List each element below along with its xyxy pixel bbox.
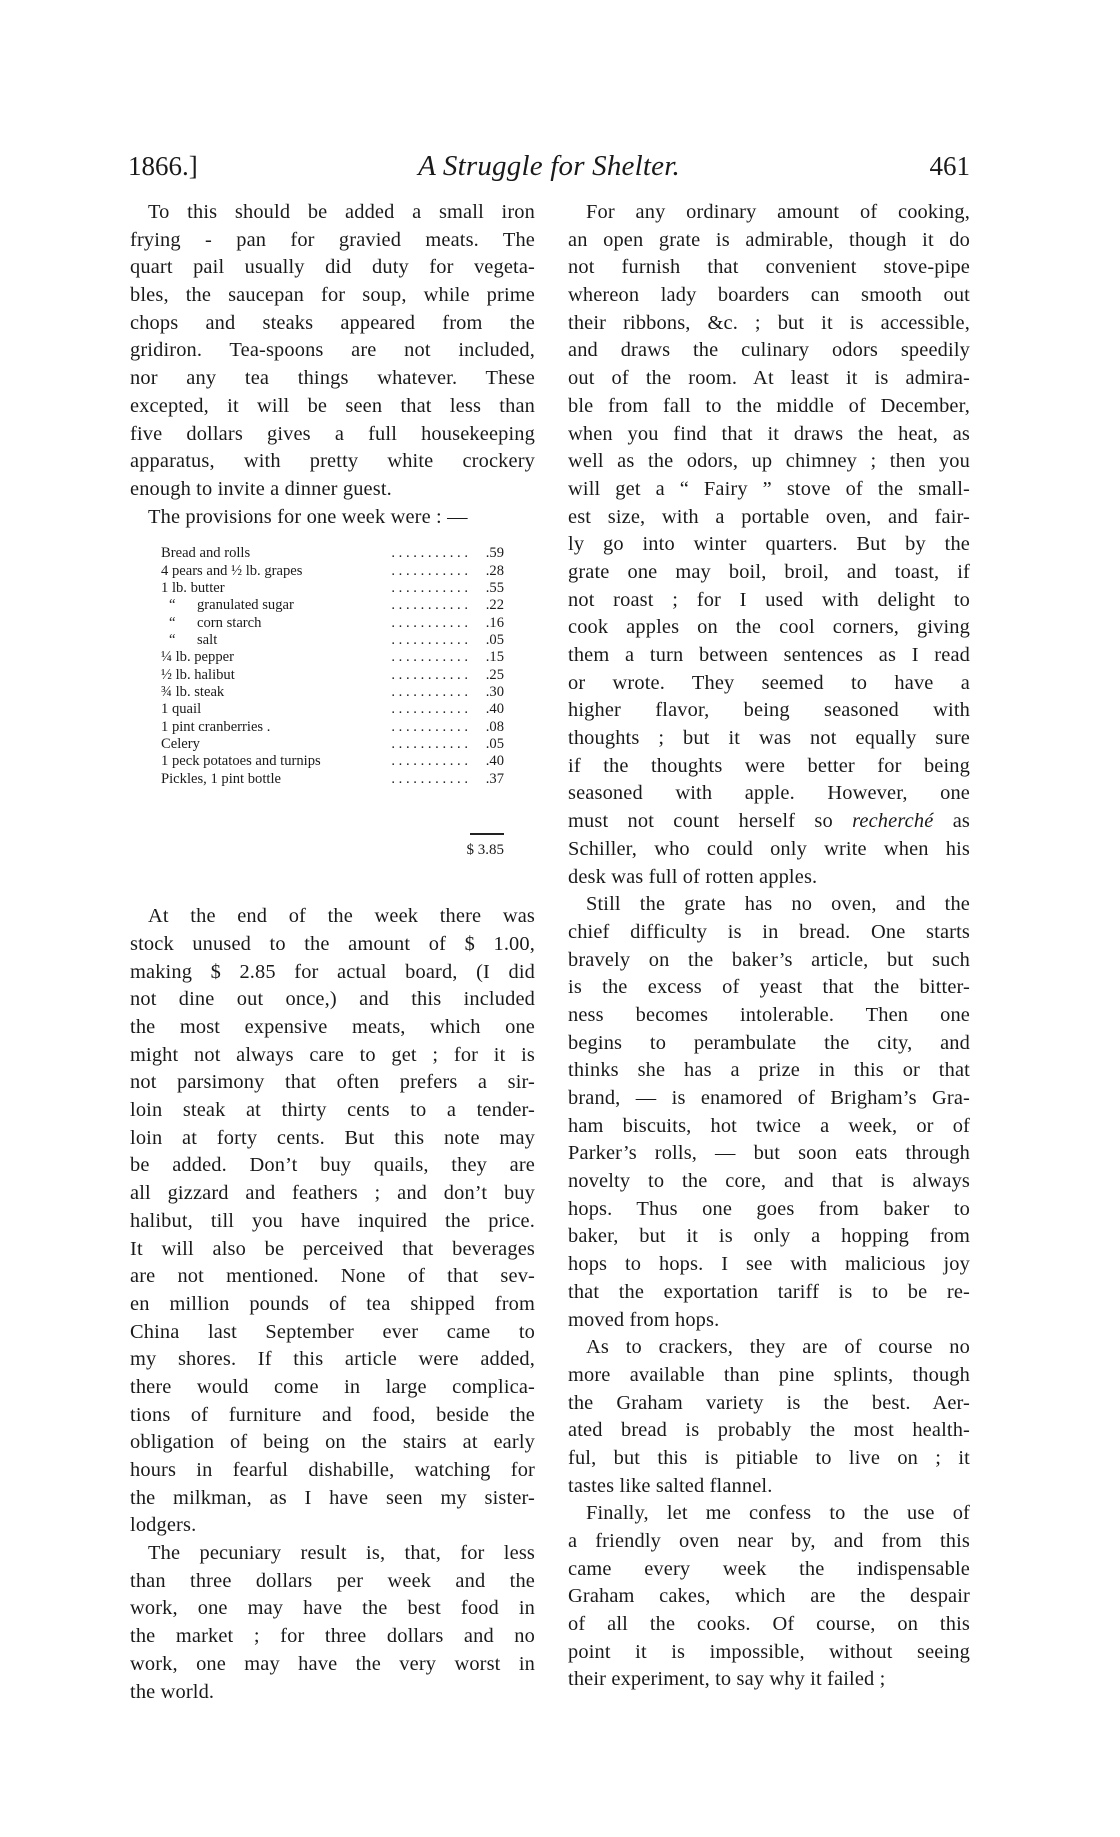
text-line: the most expensive meats, which one: [130, 1016, 535, 1038]
text-line: if the thoughts were better for being: [568, 754, 970, 777]
text-line: and draws the culinary odors speedily: [568, 339, 970, 362]
text-line: higher flavor, being seasoned with: [568, 699, 970, 722]
provision-label: ¼ lb. pepper: [161, 649, 234, 666]
running-head-year: 1866.]: [128, 151, 198, 181]
text-line: Parker’s rolls, — but soon eats through: [568, 1142, 970, 1165]
text-line: hours in fearful dishabille, watching for: [130, 1459, 535, 1481]
running-head-title: A Struggle for Shelter.: [418, 150, 680, 182]
text-line: As to crackers, they are of course no: [586, 1336, 970, 1359]
provision-item: [161, 701, 205, 718]
leader-dots: . . . . . . . . . . .: [391, 562, 468, 579]
provision-row: [161, 736, 504, 753]
provision-label: 1 lb. butter: [161, 579, 225, 596]
provision-label: corn starch: [197, 614, 262, 631]
paragraph-open-grate: [568, 199, 970, 891]
text-line: thinks she has a prize in this or that: [568, 1059, 970, 1082]
text-line: ness becomes intolerable. Then one: [568, 1003, 970, 1026]
text-line: are not mentioned. None of that sev-: [130, 1265, 535, 1288]
provision-label: Bread and rolls: [161, 545, 251, 562]
provision-price: .59: [485, 545, 504, 562]
text-line: than three dollars per week and the: [130, 1569, 535, 1592]
text-line: Still the grate has no oven, and the: [586, 893, 970, 916]
text-line: tastes like salted flannel.: [568, 1474, 773, 1497]
text-line: ful, but this is pitiable to live on ; it: [568, 1446, 970, 1469]
text-line: more available than pine splints, though: [568, 1363, 970, 1386]
text-line: their experiment, to say why it failed ;: [568, 1668, 886, 1691]
provision-row: [161, 632, 504, 649]
text-line: enough to invite a dinner guest.: [130, 477, 392, 500]
leader-dots: . . . . . . . . . . .: [391, 718, 468, 735]
text-line: might not always care to get ; for it is: [130, 1043, 535, 1066]
text-line: baker, but it is only a hopping from: [568, 1225, 970, 1248]
provision-price: .05: [485, 631, 504, 648]
provision-price: .28: [485, 562, 504, 579]
text-line: the milkman, as I have seen my sister-: [130, 1486, 535, 1509]
provision-row: [161, 580, 504, 597]
provision-label: salt: [197, 631, 218, 648]
leader-dots: . . . . . . . . . . .: [391, 684, 468, 700]
paragraph-pecuniary-result: [130, 1540, 535, 1706]
provision-price: .40: [485, 753, 504, 770]
text-line: brand, — is enamored of Brigham’s Gra-: [568, 1087, 970, 1109]
provision-item: [161, 580, 229, 597]
leader-dots: . . . . . . . . . . .: [391, 649, 468, 666]
text-line: not furnish that convenient stove-pipe: [568, 256, 970, 279]
provision-item: [169, 632, 221, 649]
provision-row: [161, 753, 504, 770]
text-line: hops to hops. I see with malicious joy: [568, 1253, 970, 1276]
text-line: an open grate is admirable, though it do: [568, 228, 970, 251]
text-line: [568, 808, 970, 836]
leader-dots: . . . . . . . . . . .: [391, 666, 468, 683]
provisions-list: [130, 533, 535, 903]
page-number: 461: [929, 151, 970, 181]
text-line: lodgers.: [130, 1514, 197, 1537]
leader-dots: . . . . . . . . . . .: [391, 701, 468, 718]
paragraph-bread: [568, 891, 970, 1334]
text-line: that the exportation tariff is to be re-: [568, 1280, 970, 1303]
text-line: the market ; for three dollars and no: [130, 1625, 535, 1648]
provision-row: [161, 615, 504, 632]
text-line: quart pail usually did duty for vegeta-: [130, 256, 535, 279]
provision-item: [161, 667, 239, 684]
provision-label: Celery: [161, 736, 200, 753]
provision-row: [161, 545, 504, 562]
text-line: not roast ; for I used with delight to: [568, 588, 970, 611]
leader-dots: . . . . . . . . . . .: [391, 597, 468, 614]
text-line: grate one may boil, broil, and toast, if: [568, 560, 970, 583]
text-line: them a turn between sentences as I read: [568, 644, 970, 666]
text-line: At the end of the week there was: [148, 905, 535, 928]
provision-label: ¾ lb. steak: [161, 684, 225, 700]
text-line: apparatus, with pretty white crockery: [130, 450, 535, 473]
text-line: hops. Thus one goes from baker to: [568, 1197, 970, 1220]
provision-row: [161, 649, 504, 666]
provision-price: .55: [485, 579, 504, 596]
leader-dots: . . . . . . . . . . .: [391, 545, 468, 562]
running-head: [128, 146, 970, 186]
text-line: thoughts ; but it was not equally sure: [568, 727, 970, 750]
text-line: obligation of being on the stairs at early: [130, 1431, 535, 1454]
text-line: point it is impossible, without seeing: [568, 1640, 970, 1663]
text-line: the world.: [130, 1680, 215, 1703]
text-line: The pecuniary result is, that, for less: [148, 1542, 535, 1565]
text-line: the Graham variety is the best. Aer-: [568, 1391, 970, 1414]
text-line: of all the cooks. Of course, on this: [568, 1613, 970, 1636]
text-line: chops and steaks appeared from the: [130, 311, 535, 334]
text-line: be added. Don’t buy quails, they are: [130, 1154, 535, 1177]
provision-item: [161, 545, 254, 562]
provision-item: [161, 753, 325, 770]
provision-row: [161, 667, 504, 684]
provision-item: [161, 736, 204, 753]
paragraph-week-end: [130, 903, 535, 1540]
text-line: ly go into winter quarters. But by the: [568, 533, 970, 556]
provision-label: 1 peck potatoes and turnips: [161, 753, 321, 770]
leader-dots: . . . . . . . . . . .: [391, 753, 468, 770]
text-line: ated bread is probably the most health-: [568, 1419, 970, 1442]
ditto-mark: “: [169, 631, 176, 648]
ditto-mark: “: [169, 614, 176, 631]
text-segment: as: [933, 810, 970, 833]
text-line: halibut, till you have inquired the price.: [130, 1209, 535, 1232]
leader-dots: . . . . . . . . . . .: [391, 631, 468, 648]
text-line: gridiron. Tea-spoons are not included,: [130, 339, 535, 362]
provision-item: [169, 597, 298, 614]
text-line: begins to perambulate the city, and: [568, 1031, 970, 1054]
italic-term: recherché: [852, 810, 934, 833]
text-line: work, one may have the best food in: [130, 1597, 535, 1620]
provision-row: [161, 597, 504, 614]
text-line: frying - pan for gravied meats. The: [130, 228, 535, 251]
provision-price: .08: [485, 718, 504, 735]
text-line: nor any tea things whatever. These: [130, 367, 535, 390]
provision-row: [161, 684, 504, 701]
text-line: excepted, it will be seen that less than: [130, 394, 535, 417]
text-line: a friendly oven near by, and from this: [568, 1530, 970, 1552]
leader-dots: . . . . . . . . . . .: [391, 770, 468, 787]
provision-price: .15: [485, 649, 504, 666]
ditto-mark: “: [169, 597, 176, 614]
text-line: desk was full of rotten apples.: [568, 865, 818, 888]
paragraph-friendly-oven: [568, 1500, 970, 1694]
provision-label: 1 pint cranberries .: [161, 718, 271, 735]
provision-price: .37: [485, 770, 504, 787]
right-column: [568, 199, 970, 1694]
provision-row: [161, 563, 504, 580]
text-line: out of the room. At least it is admira-: [568, 367, 970, 390]
provision-price: .05: [485, 736, 504, 753]
paragraph-crackers: [568, 1334, 970, 1500]
text-segment: must not count herself so: [568, 810, 853, 833]
text-line: novelty to the core, and that is always: [568, 1170, 970, 1193]
text-line: loin steak at thirty cents to a tender-: [130, 1099, 535, 1122]
leader-dots: . . . . . . . . . . .: [391, 579, 468, 596]
text-line: will get a “ Fairy ” stove of the small-: [568, 477, 970, 500]
text-line: stock unused to the amount of $ 1.00,: [130, 932, 535, 955]
text-line: seasoned with apple. However, one: [568, 782, 970, 805]
text-line: moved from hops.: [568, 1308, 720, 1331]
provision-item: [169, 615, 265, 632]
text-line: well as the odors, up chimney ; then you: [568, 450, 970, 473]
provisions-table: [161, 545, 504, 859]
text-line: work, one may have the very worst in: [130, 1652, 535, 1675]
provision-label: granulated sugar: [197, 597, 294, 614]
paragraph-equipment: [130, 199, 535, 504]
text-line: cook apples on the cool corners, giving: [568, 616, 970, 639]
text-line: loin at forty cents. But this note may: [130, 1126, 535, 1149]
text-line: en million pounds of tea shipped from: [130, 1292, 535, 1315]
provision-item: [161, 771, 285, 788]
text-line: whereon lady boarders can smooth out: [568, 284, 970, 307]
provision-label: Pickles, 1 pint bottle: [161, 770, 281, 787]
provision-row: [161, 771, 504, 788]
text-line: bravely on the baker’s article, but such: [568, 948, 970, 971]
text-line: For any ordinary amount of cooking,: [586, 201, 970, 223]
leader-dots: . . . . . . . . . . .: [391, 736, 468, 753]
text-line: came every week the indispensable: [568, 1557, 970, 1580]
text-line: China last September ever came to: [130, 1320, 535, 1343]
provision-price: .40: [485, 701, 504, 718]
provision-row: [161, 701, 504, 718]
provision-row: [161, 719, 504, 736]
provision-item: [161, 649, 238, 666]
provision-price: .30: [485, 684, 504, 700]
text-line: all gizzard and feathers ; and don’t buy: [130, 1182, 535, 1205]
provision-label: 4 pears and ½ lb. grapes: [161, 562, 303, 579]
text-line: tions of furniture and food, beside the: [130, 1403, 535, 1426]
text-line: is the excess of yeast that the bitter-: [568, 976, 970, 999]
leader-dots: . . . . . . . . . . .: [391, 614, 468, 631]
provision-label: ½ lb. halibut: [161, 666, 235, 683]
text-line: ble from fall to the middle of December,: [568, 394, 970, 417]
provisions-total: $ 3.85: [466, 842, 504, 859]
provision-item: [161, 563, 306, 580]
text-line: Schiller, who could only write when his: [568, 837, 970, 860]
text-line: my shores. If this article were added,: [130, 1348, 535, 1371]
paragraph-provisions-intro: [130, 504, 535, 532]
provision-item: [161, 684, 228, 701]
text-line: Graham cakes, which are the despair: [568, 1585, 970, 1608]
text-line: not dine out once,) and this included: [130, 988, 535, 1011]
text-line: five dollars gives a full housekeeping: [130, 422, 535, 445]
text-line: Finally, let me confess to the use of: [586, 1502, 970, 1525]
text-line: chief difficulty is in bread. One starts: [568, 920, 970, 943]
text-line: est size, with a portable oven, and fair-: [568, 505, 970, 528]
text-line: The provisions for one week were : —: [148, 505, 468, 528]
text-line: bles, the saucepan for soup, while prime: [130, 284, 535, 307]
text-line: or wrote. They seemed to have a: [568, 671, 970, 694]
text-line: To this should be added a small iron: [148, 201, 535, 223]
provision-label: 1 quail: [161, 701, 202, 718]
text-line: It will also be perceived that beverages: [130, 1237, 535, 1260]
text-line: when you find that it draws the heat, as: [568, 422, 970, 445]
sum-rule: [470, 833, 504, 835]
provision-price: .16: [485, 614, 504, 631]
text-line: not parsimony that often prefers a sir-: [130, 1071, 535, 1094]
provision-price: .22: [485, 597, 504, 614]
text-line: ham biscuits, hot twice a week, or of: [568, 1114, 970, 1137]
left-column: [130, 199, 535, 1706]
text-line: making $ 2.85 for actual board, (I did: [130, 960, 535, 983]
text-line: there would come in large complica-: [130, 1375, 535, 1398]
provision-item: [161, 719, 274, 736]
provision-price: .25: [485, 666, 504, 683]
text-line: their ribbons, &c. ; but it is accessible,: [568, 311, 970, 334]
